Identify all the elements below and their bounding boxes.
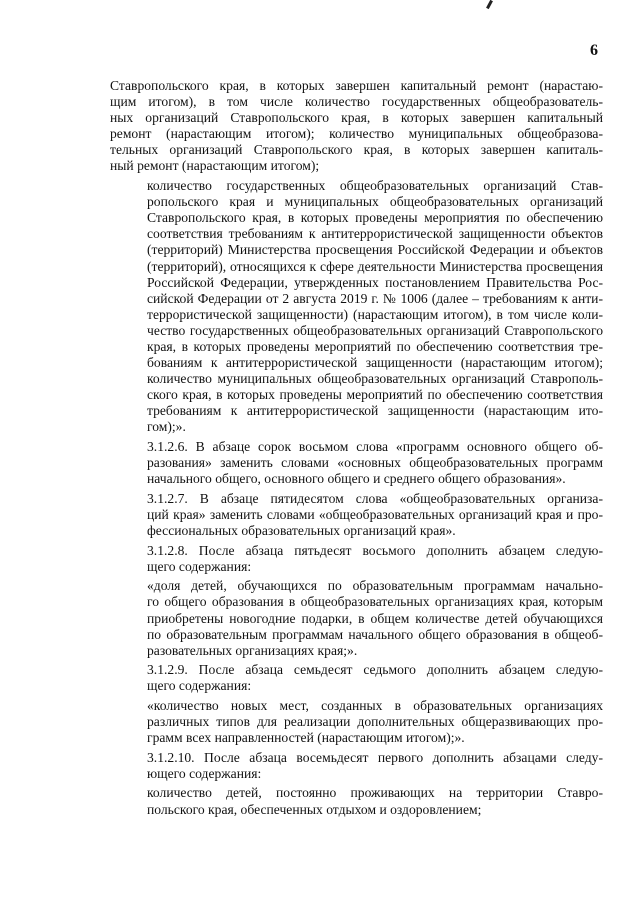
text-line: ций края» заменить словами «общеобразовательных организаций края и про- bbox=[147, 506, 603, 522]
text-line: ющего содержания: bbox=[147, 765, 262, 781]
text-line: 3.1.2.10. После абзаца восемьдесят первого дополнить абзацами следу- bbox=[147, 749, 603, 765]
paragraph bbox=[110, 439, 603, 487]
text-line: 3.1.2.8. После абзаца пятьдесят восьмого дополнить абзацем следую- bbox=[147, 542, 603, 558]
text-line: грамм всех направленностей (нарастающим итогом);». bbox=[147, 730, 465, 746]
text-line: польского края, обеспеченных отдыхом и оздоровлением; bbox=[147, 801, 482, 817]
text-line: 3.1.2.7. В абзаце пятидесятом слова «общеобразовательных организа- bbox=[147, 490, 603, 506]
text-line: разования» заменить словами «основных общеобразовательных программ bbox=[147, 455, 603, 471]
text-line: приобретены новогодние подарки, в общем количестве детей обучающихся bbox=[147, 610, 603, 626]
text-line: тельных организаций Ставропольского края, в которых завершен капиталь- bbox=[110, 142, 603, 158]
paragraph bbox=[110, 543, 603, 575]
text-line: ского края, в которых проведены мероприятий по обеспечению соответствия bbox=[147, 387, 603, 403]
text-line: сийской Федерации от 2 августа 2019 г. № 1006 (далее – требованиям к анти- bbox=[147, 290, 603, 306]
text-line: количество государственных общеобразовательных организаций Став- bbox=[147, 178, 603, 194]
page-number: 6 bbox=[590, 42, 598, 59]
pen-mark bbox=[486, 0, 493, 9]
text-line: го общего образования в общеобразовательных организациях края, которым bbox=[147, 594, 603, 610]
text-line: разовательных организациях края;». bbox=[147, 642, 358, 658]
text-line: Российской Федерации, утвержденных постановлением Правительства Рос- bbox=[147, 274, 603, 290]
text-line: ный ремонт (нарастающим итогом); bbox=[110, 158, 320, 174]
text-line: 3.1.2.6. В абзаце сорок восьмом слова «программ основного общего об- bbox=[147, 439, 603, 455]
paragraph bbox=[110, 578, 603, 658]
text-line: фессиональных образовательных организаций края». bbox=[147, 523, 456, 539]
text-line: начального общего, основного общего и среднего общего образования». bbox=[147, 471, 566, 487]
text-line: (территорий) Министерства просвещения Российской Федерации и объектов bbox=[147, 242, 603, 258]
text-line: 3.1.2.9. После абзаца семьдесят седьмого дополнить абзацем следую- bbox=[147, 662, 603, 678]
paragraph bbox=[110, 491, 603, 539]
text-line: различных типов для реализации дополнительных общеразвивающих про- bbox=[147, 714, 603, 730]
text-line: ремонт (нарастающим итогом); количество муниципальных общеобразова- bbox=[110, 126, 603, 142]
text-line: террористической защищенности) (нарастающим итогом), в том числе коли- bbox=[147, 306, 603, 322]
text-line: Ставропольского края, в которых завершен капитальный ремонт (нарастаю- bbox=[110, 78, 603, 93]
text-line: «доля детей, обучающихся по образовательным программам начально- bbox=[147, 578, 603, 594]
text-line: количество детей, постоянно проживающих на территории Ставро- bbox=[147, 785, 603, 801]
text-line: соответствия требованиям к антитеррористической защищенности объектов bbox=[147, 226, 603, 242]
text-line: «количество новых мест, созданных в образовательных организациях bbox=[147, 697, 603, 713]
text-line: по образовательным программам начального общего образования в общеоб- bbox=[147, 626, 603, 642]
text-line: требованиям к антитеррористической защищенности (нарастающим ито- bbox=[147, 403, 603, 419]
text-line: Ставропольского края, в которых проведены мероприятия по обеспечению bbox=[147, 210, 603, 226]
text-line: щего содержания: bbox=[147, 558, 252, 574]
paragraph bbox=[110, 662, 603, 694]
paragraph bbox=[110, 750, 603, 782]
text-line: щим итогом), в том числе количество государственных общеобразователь- bbox=[110, 94, 603, 110]
text-line: чество государственных общеобразовательных организаций Ставропольского bbox=[147, 322, 603, 338]
text-line: края, в которых проведены мероприятий по обеспечению соответствия тре- bbox=[147, 339, 603, 354]
paragraph bbox=[110, 698, 603, 746]
text-line: ропольского края и муниципальных общеобразовательных организаций bbox=[147, 194, 603, 210]
text-line: количество муниципальных общеобразовательных организаций Ставрополь- bbox=[147, 371, 603, 387]
paragraph bbox=[110, 785, 603, 817]
text-line: гом);». bbox=[147, 419, 186, 435]
text-line: (территорий), относящихся к сфере деятельности Министерства просвещения bbox=[147, 258, 603, 274]
text-line: ных организаций Ставропольского края, в которых завершен капитальный bbox=[110, 110, 603, 126]
document-body bbox=[110, 78, 603, 821]
paragraph bbox=[110, 178, 603, 436]
text-line: бованиям к антитеррористической защищенности (нарастающим итогом); bbox=[147, 355, 603, 371]
paragraph bbox=[110, 78, 603, 175]
text-line: щего содержания: bbox=[147, 678, 252, 694]
